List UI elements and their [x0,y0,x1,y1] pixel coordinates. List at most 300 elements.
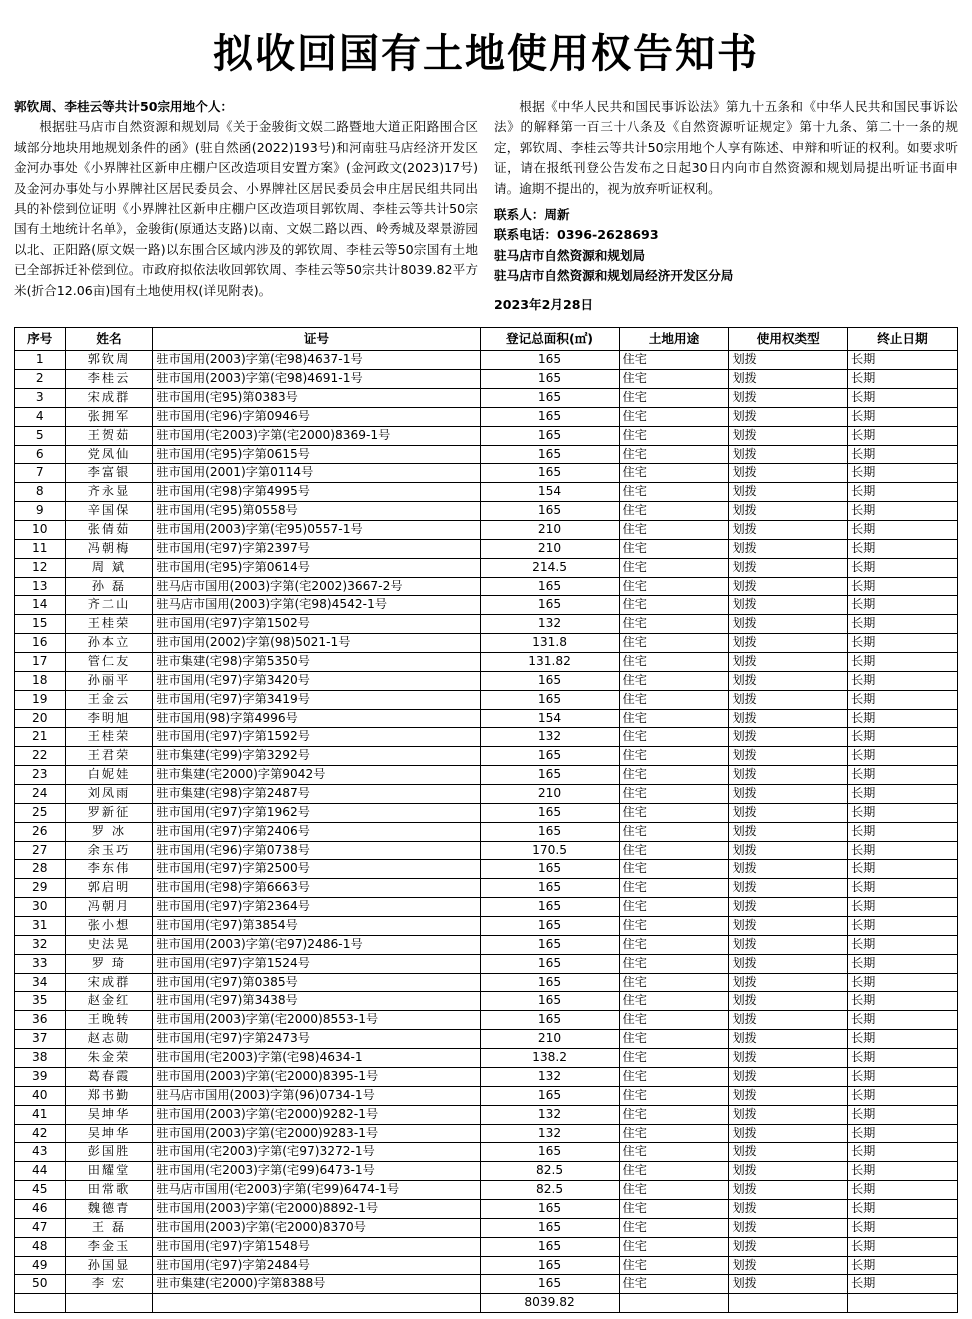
cell-area: 165 [480,1237,619,1256]
column-left [14,97,478,301]
cell-name: 辛国保 [65,502,153,521]
table-row [15,388,958,407]
cell-cert: 驻市国用(宅97)字第2484号 [153,1256,480,1275]
cell-use: 住宅 [619,898,729,917]
cell-end-date: 长期 [847,709,957,728]
cell-name: 党凤仙 [65,445,153,464]
cell-end-date: 长期 [847,1049,957,1068]
cell-cert: 驻市集建(宅2000)字第9042号 [153,766,480,785]
cell-end-date: 长期 [847,351,957,370]
cell-right-type: 划拨 [729,841,848,860]
cell-use: 住宅 [619,483,729,502]
cell-cert: 驻市国用(宅97)字第2500号 [153,860,480,879]
cell-index: 11 [15,539,66,558]
cell-cert: 驻市国用(2003)字第(宅2000)8892-1号 [153,1199,480,1218]
cell-right-type: 划拨 [729,539,848,558]
cell-index: 36 [15,1011,66,1030]
table-total-row [15,1294,958,1313]
table-row [15,483,958,502]
cell-use: 住宅 [619,1105,729,1124]
table-row [15,1181,958,1200]
th-index: 序号 [15,327,66,350]
cell-end-date: 长期 [847,879,957,898]
cell-end-date: 长期 [847,1275,957,1294]
cell-index: 42 [15,1124,66,1143]
cell-area: 165 [480,596,619,615]
cell-use: 住宅 [619,1011,729,1030]
cell-cert: 驻市国用(宅96)字第0946号 [153,407,480,426]
cell-name: 刘凤雨 [65,785,153,804]
cell-right-type: 划拨 [729,1275,848,1294]
cell-name: 郑书勤 [65,1086,153,1105]
cell-end-date: 长期 [847,464,957,483]
cell-index: 47 [15,1218,66,1237]
cell-area: 165 [480,370,619,389]
table-row [15,370,958,389]
table-row [15,539,958,558]
cell-end-date: 长期 [847,370,957,389]
cell-cert: 驻市国用(宅2003)字第(宅97)3272-1号 [153,1143,480,1162]
cell-right-type: 划拨 [729,521,848,540]
cell-name: 张拥军 [65,407,153,426]
cell-area: 131.8 [480,634,619,653]
cell-right-type: 划拨 [729,1124,848,1143]
cell-cert: 驻市国用(宅97)字第2473号 [153,1030,480,1049]
cell-index: 32 [15,935,66,954]
table-row [15,973,958,992]
contact-person: 联系人：周新 [494,206,570,222]
cell-cert: 驻市国用(宅96)字第0738号 [153,841,480,860]
cell-index: 33 [15,954,66,973]
cell-cert: 驻市国用(宅97)字第1548号 [153,1237,480,1256]
cell-right-type: 划拨 [729,1181,848,1200]
cell-name: 李 宏 [65,1275,153,1294]
cell-use: 住宅 [619,1237,729,1256]
cell-end-date: 长期 [847,728,957,747]
cell-name: 孙丽平 [65,671,153,690]
table-body [15,351,958,1313]
cell-index: 25 [15,803,66,822]
cell-cert: 驻市集建(宅98)字第2487号 [153,785,480,804]
cell-cert: 驻市国用(宅97)字第1592号 [153,728,480,747]
cell-right-type: 划拨 [729,1067,848,1086]
cell-right-type: 划拨 [729,747,848,766]
cell-cert: 驻市国用(宅2003)字第(宅99)6473-1号 [153,1162,480,1181]
addressee: 郭钦周、李桂云等共计50宗用地个人： [14,99,234,114]
cell-name: 李金玉 [65,1237,153,1256]
cell-right-type: 划拨 [729,860,848,879]
cell-index: 18 [15,671,66,690]
cell-end-date: 长期 [847,747,957,766]
cell-name: 孙本立 [65,634,153,653]
table-row [15,502,958,521]
th-cert: 证号 [153,327,480,350]
cell-cert: 驻市国用(宅98)字第6663号 [153,879,480,898]
cell-cert: 驻市国用(宅97)字第2397号 [153,539,480,558]
cell-use: 住宅 [619,539,729,558]
cell-cert: 驻市国用(2003)字第(宅2000)9282-1号 [153,1105,480,1124]
cell-area: 165 [480,464,619,483]
cell-right-type: 划拨 [729,1030,848,1049]
cell-index: 7 [15,464,66,483]
table-row [15,1105,958,1124]
cell-area: 165 [480,1199,619,1218]
cell-use: 住宅 [619,822,729,841]
cell-area: 210 [480,521,619,540]
table-row [15,728,958,747]
cell-index: 29 [15,879,66,898]
table-row [15,426,958,445]
cell-cert: 驻马店市国用(2003)字第(宅2002)3667-2号 [153,577,480,596]
cell-index: 1 [15,351,66,370]
text-columns [14,97,958,315]
cell-cert: 驻市集建(宅2000)字第8388号 [153,1275,480,1294]
table-row [15,445,958,464]
cell-name: 宋成群 [65,973,153,992]
table-row [15,766,958,785]
cell-name: 王金云 [65,690,153,709]
cell-area: 165 [480,1218,619,1237]
cell-use: 住宅 [619,1181,729,1200]
cell-right-type: 划拨 [729,1086,848,1105]
cell-area: 214.5 [480,558,619,577]
table-row [15,1218,958,1237]
table-header-row [15,327,958,350]
cell-area: 82.5 [480,1162,619,1181]
cell-total-empty [619,1294,729,1313]
cell-end-date: 长期 [847,803,957,822]
cell-index: 38 [15,1049,66,1068]
cell-right-type: 划拨 [729,992,848,1011]
cell-cert: 驻市国用(宅97)字第3419号 [153,690,480,709]
cell-name: 郭钦周 [65,351,153,370]
cell-use: 住宅 [619,973,729,992]
cell-right-type: 划拨 [729,502,848,521]
table-row [15,464,958,483]
cell-right-type: 划拨 [729,1105,848,1124]
table-row [15,1067,958,1086]
table-row [15,917,958,936]
cell-name: 孙国显 [65,1256,153,1275]
cell-area: 165 [480,351,619,370]
cell-index: 41 [15,1105,66,1124]
cell-index: 26 [15,822,66,841]
cell-index: 24 [15,785,66,804]
cell-index: 34 [15,973,66,992]
cell-right-type: 划拨 [729,407,848,426]
cell-right-type: 划拨 [729,388,848,407]
table-row [15,1256,958,1275]
cell-name: 齐二山 [65,596,153,615]
cell-end-date: 长期 [847,1162,957,1181]
cell-use: 住宅 [619,747,729,766]
cell-cert: 驻市国用(宅97)字第1962号 [153,803,480,822]
cell-area: 165 [480,917,619,936]
table-row [15,596,958,615]
cell-area: 165 [480,766,619,785]
cell-use: 住宅 [619,1086,729,1105]
cell-area: 131.82 [480,653,619,672]
cell-index: 35 [15,992,66,1011]
cell-right-type: 划拨 [729,935,848,954]
cell-name: 王君荣 [65,747,153,766]
cell-right-type: 划拨 [729,464,848,483]
cell-use: 住宅 [619,558,729,577]
cell-use: 住宅 [619,653,729,672]
cell-area: 132 [480,1124,619,1143]
cell-area: 165 [480,577,619,596]
cell-cert: 驻市国用(宅97)字第2364号 [153,898,480,917]
cell-area: 165 [480,1011,619,1030]
cell-end-date: 长期 [847,1086,957,1105]
cell-end-date: 长期 [847,898,957,917]
th-name: 姓名 [65,327,153,350]
cell-cert: 驻市国用(宅97)第0385号 [153,973,480,992]
cell-use: 住宅 [619,407,729,426]
cell-index: 14 [15,596,66,615]
cell-area: 165 [480,860,619,879]
cell-cert: 驻市集建(宅98)字第5350号 [153,653,480,672]
cell-index: 43 [15,1143,66,1162]
cell-area: 132 [480,1105,619,1124]
cell-use: 住宅 [619,634,729,653]
cell-area: 165 [480,502,619,521]
table-row [15,671,958,690]
cell-name: 罗 冰 [65,822,153,841]
cell-use: 住宅 [619,1256,729,1275]
cell-index: 8 [15,483,66,502]
table-row [15,785,958,804]
cell-index: 13 [15,577,66,596]
cell-end-date: 长期 [847,935,957,954]
cell-name: 王 磊 [65,1218,153,1237]
cell-total-empty [729,1294,848,1313]
cell-area: 154 [480,709,619,728]
land-parcel-table [14,327,958,1313]
cell-name: 王桂荣 [65,615,153,634]
cell-name: 冯朝梅 [65,539,153,558]
cell-use: 住宅 [619,388,729,407]
cell-end-date: 长期 [847,841,957,860]
cell-cert: 驻市国用(2003)字第(宅98)4691-1号 [153,370,480,389]
cell-name: 彭国胜 [65,1143,153,1162]
cell-index: 16 [15,634,66,653]
cell-name: 王晚转 [65,1011,153,1030]
cell-end-date: 长期 [847,1105,957,1124]
cell-index: 23 [15,766,66,785]
cell-name: 吴坤华 [65,1124,153,1143]
cell-name: 孙 磊 [65,577,153,596]
cell-name: 白妮娃 [65,766,153,785]
cell-use: 住宅 [619,445,729,464]
cell-area: 170.5 [480,841,619,860]
cell-end-date: 长期 [847,690,957,709]
cell-total-empty [65,1294,153,1313]
cell-index: 22 [15,747,66,766]
cell-index: 27 [15,841,66,860]
th-end-date: 终止日期 [847,327,957,350]
cell-use: 住宅 [619,766,729,785]
cell-right-type: 划拨 [729,1162,848,1181]
cell-cert: 驻市国用(宅2003)字第(宅98)4634-1 [153,1049,480,1068]
cell-cert: 驻马店市国用(2003)字第(96)0734-1号 [153,1086,480,1105]
cell-use: 住宅 [619,1275,729,1294]
cell-area: 165 [480,935,619,954]
cell-end-date: 长期 [847,671,957,690]
cell-cert: 驻市国用(宅95)字第0615号 [153,445,480,464]
cell-cert: 驻市国用(宅97)字第3420号 [153,671,480,690]
table-row [15,935,958,954]
cell-total-empty [847,1294,957,1313]
cell-total-area: 8039.82 [480,1294,619,1313]
cell-use: 住宅 [619,954,729,973]
cell-right-type: 划拨 [729,917,848,936]
cell-name: 李桂云 [65,370,153,389]
cell-cert: 驻市国用(2003)字第(宅95)0557-1号 [153,521,480,540]
cell-index: 44 [15,1162,66,1181]
cell-cert: 驻市国用(宅98)字第4995号 [153,483,480,502]
cell-name: 张小想 [65,917,153,936]
cell-name: 郭启明 [65,879,153,898]
cell-area: 165 [480,426,619,445]
table-row [15,803,958,822]
cell-end-date: 长期 [847,426,957,445]
page-title: 拟收回国有土地使用权告知书 [213,30,759,77]
table-row [15,634,958,653]
table-row [15,577,958,596]
table-row [15,747,958,766]
cell-index: 2 [15,370,66,389]
cell-end-date: 长期 [847,954,957,973]
cell-use: 住宅 [619,1162,729,1181]
issuer-line-2: 驻马店市自然资源和规划局经济开发区分局 [494,268,734,284]
cell-name: 罗新征 [65,803,153,822]
cell-cert: 驻市集建(宅99)字第3292号 [153,747,480,766]
cell-right-type: 划拨 [729,785,848,804]
cell-index: 49 [15,1256,66,1275]
cell-use: 住宅 [619,1124,729,1143]
cell-cert: 驻市国用(宅97)第3438号 [153,992,480,1011]
cell-cert: 驻市国用(2001)字第0114号 [153,464,480,483]
cell-end-date: 长期 [847,653,957,672]
cell-right-type: 划拨 [729,973,848,992]
cell-end-date: 长期 [847,1237,957,1256]
table-row [15,690,958,709]
cell-end-date: 长期 [847,388,957,407]
cell-area: 165 [480,671,619,690]
cell-name: 冯朝月 [65,898,153,917]
contact-phone: 联系电话：0396-2628693 [494,227,659,243]
paragraph-two: 根据《中华人民共和国民事诉讼法》第九十五条和《中华人民共和国民事诉讼法》的解释第一百三十八条及《自然资源听证规定》第十九条、第二十一条的规定，郭钦周、李桂云等共计50宗用地个人享有陈述、申辩和听证的权利。如要求听证，请在报纸刊登公告发布之日起30日内向市自然资源和规划局提出听证书面申请。逾期不提出的，视为放弃听证权利。 [494,99,958,196]
cell-end-date: 长期 [847,917,957,936]
cell-cert: 驻市国用(宅95)第0558号 [153,502,480,521]
cell-cert: 驻市国用(2002)字第(98)5021-1号 [153,634,480,653]
cell-use: 住宅 [619,596,729,615]
cell-right-type: 划拨 [729,426,848,445]
cell-name: 朱金荣 [65,1049,153,1068]
table-row [15,898,958,917]
cell-right-type: 划拨 [729,558,848,577]
cell-index: 45 [15,1181,66,1200]
cell-end-date: 长期 [847,577,957,596]
cell-cert: 驻市国用(宅95)第0383号 [153,388,480,407]
cell-use: 住宅 [619,464,729,483]
cell-area: 132 [480,1067,619,1086]
table-row [15,407,958,426]
table-row [15,1049,958,1068]
cell-name: 田常歌 [65,1181,153,1200]
cell-name: 史法晃 [65,935,153,954]
cell-index: 9 [15,502,66,521]
table-row [15,615,958,634]
cell-use: 住宅 [619,803,729,822]
table-row [15,1275,958,1294]
cell-area: 165 [480,954,619,973]
cell-area: 210 [480,539,619,558]
cell-right-type: 划拨 [729,634,848,653]
cell-index: 40 [15,1086,66,1105]
cell-area: 132 [480,728,619,747]
cell-end-date: 长期 [847,558,957,577]
cell-area: 165 [480,407,619,426]
cell-index: 48 [15,1237,66,1256]
cell-cert: 驻市国用(宅97)字第1502号 [153,615,480,634]
cell-area: 154 [480,483,619,502]
cell-use: 住宅 [619,728,729,747]
cell-end-date: 长期 [847,1011,957,1030]
cell-name: 李东伟 [65,860,153,879]
cell-name: 余玉巧 [65,841,153,860]
table-row [15,521,958,540]
cell-use: 住宅 [619,426,729,445]
cell-cert: 驻市国用(宅97)字第2406号 [153,822,480,841]
cell-end-date: 长期 [847,483,957,502]
cell-end-date: 长期 [847,539,957,558]
cell-end-date: 长期 [847,1218,957,1237]
contact-block [494,205,958,287]
cell-use: 住宅 [619,879,729,898]
cell-right-type: 划拨 [729,822,848,841]
cell-end-date: 长期 [847,766,957,785]
cell-area: 165 [480,803,619,822]
cell-end-date: 长期 [847,1030,957,1049]
cell-name: 张倩茹 [65,521,153,540]
cell-right-type: 划拨 [729,1199,848,1218]
th-area: 登记总面积(㎡) [480,327,619,350]
cell-index: 19 [15,690,66,709]
cell-right-type: 划拨 [729,671,848,690]
cell-index: 17 [15,653,66,672]
cell-end-date: 长期 [847,1199,957,1218]
cell-end-date: 长期 [847,407,957,426]
cell-right-type: 划拨 [729,1256,848,1275]
cell-area: 165 [480,1256,619,1275]
cell-cert: 驻市国用(宅97)第3854号 [153,917,480,936]
cell-name: 田耀堂 [65,1162,153,1181]
cell-end-date: 长期 [847,1124,957,1143]
cell-index: 28 [15,860,66,879]
cell-right-type: 划拨 [729,803,848,822]
cell-end-date: 长期 [847,615,957,634]
table-row [15,1143,958,1162]
cell-use: 住宅 [619,709,729,728]
th-use: 土地用途 [619,327,729,350]
table-row [15,1030,958,1049]
cell-end-date: 长期 [847,521,957,540]
cell-name: 魏德青 [65,1199,153,1218]
cell-name: 周 斌 [65,558,153,577]
cell-end-date: 长期 [847,445,957,464]
